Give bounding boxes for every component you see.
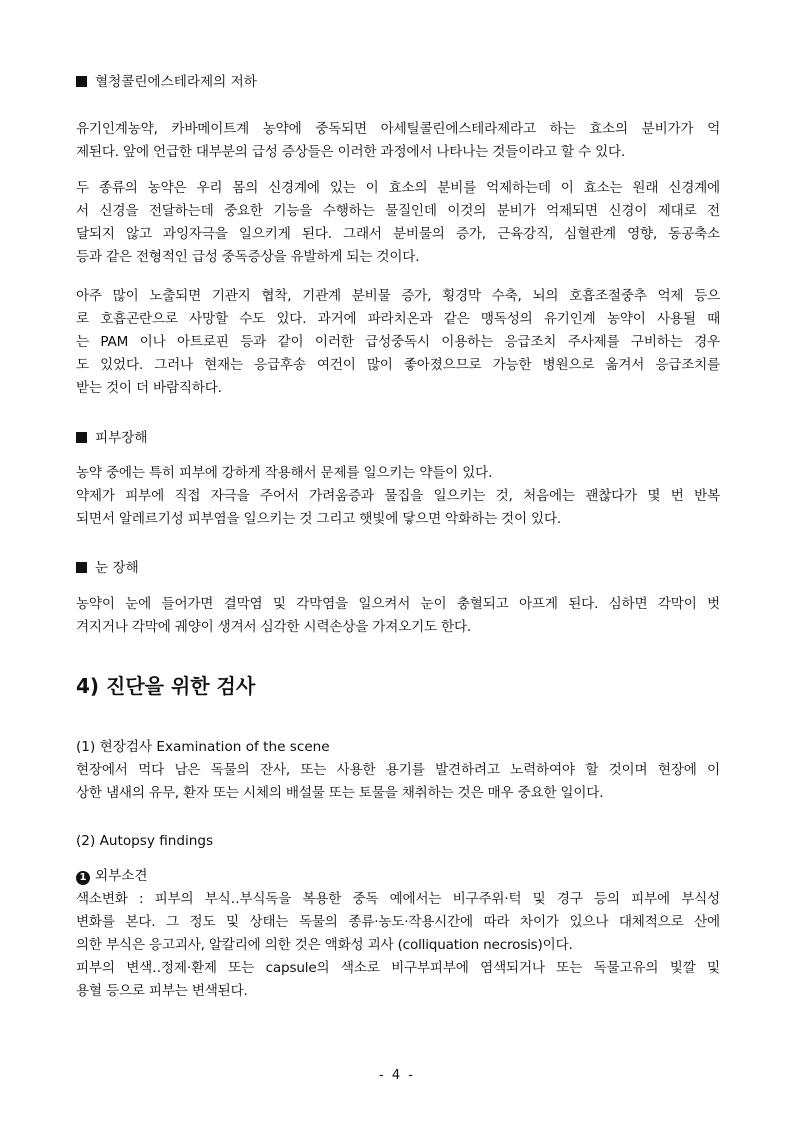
text-line: 의한 부식은 응고괴사, 알칼리에 의한 것은 액화성 괴사 (colliquation necrosis)이다.: [76, 937, 573, 953]
paragraph: [76, 118, 720, 164]
subsection-heading: (2) Autopsy findings: [76, 833, 214, 849]
paragraph: [76, 593, 720, 639]
square-bullet-icon: [76, 562, 87, 573]
text-line: 용혈 등으로 피부는 변색된다.: [76, 983, 248, 999]
section-heading-text: 혈청콜린에스테라제의 저하: [95, 74, 257, 90]
text-line: 변화를 본다. 그 정도 및 상태는 독물의 종류·농도·작용시간에 따라 차이가 있으나 대체적으로 산에: [76, 914, 720, 930]
section-heading-text: 눈 장해: [95, 560, 139, 576]
text-line: 색소변화 : 피부의 부식‥부식독을 복용한 중독 예에서는 비구주위·턱 및 경구 등의 피부에 부식성: [76, 891, 720, 907]
item-heading-text: 외부소견: [95, 868, 148, 884]
text-line: 도 있었다. 그러나 현재는 응급후송 여건이 많이 좋아졌으므로 가능한 병원으로 옮겨서 응급조치를: [76, 357, 720, 373]
text-line: 상한 냄새의 유무, 환자 또는 시체의 배설물 또는 토물을 채취하는 것은 매우 중요한 일이다.: [76, 785, 604, 801]
text-line: 농약 중에는 특히 피부에 강하게 작용해서 문제를 일으키는 약들이 있다.: [76, 465, 493, 481]
chapter-title: [76, 672, 720, 700]
subsection-scene: [76, 736, 720, 805]
circled-number-one-icon: 1: [76, 871, 90, 885]
text-line: 피부의 변색‥정제·환제 또는 capsule의 색소로 비구부피부에 염색되거나 또는 독물고유의 빛깔 및: [76, 960, 720, 976]
text-line: 는 PAM 이나 아트로핀 등과 같이 이러한 급성중독시 이용하는 응급조치 주사제를 구비하는 경우: [76, 334, 720, 350]
autopsy-external-findings: [76, 865, 720, 1003]
subsection-heading: (1) 현장검사 Examination of the scene: [76, 739, 330, 755]
text-line: 로 호흡곤란으로 사망할 수도 있다. 과거에 파라치온과 같은 맹독성의 유기인계 농약이 사용될 때: [76, 311, 720, 327]
text-line: 유기인계농약, 카바메이트계 농약에 중독되면 아세틸콜린에스테라제라고 하는 효소의 분비가가 억: [76, 121, 720, 137]
text-line: 달되지 않고 과잉자극을 일으키게 된다. 그래서 분비물의 증가, 근육강직, 심혈관계 영향, 동공축소: [76, 226, 720, 242]
text-line: 등과 같은 전형적인 급성 중독증상을 유발하게 되는 것이다.: [76, 249, 420, 265]
chapter-title-text: 4) 진단을 위한 검사: [76, 674, 256, 698]
section-heading-text: 피부장해: [95, 430, 148, 446]
square-bullet-icon: [76, 432, 87, 443]
text-line: 농약이 눈에 들어가면 결막염 및 각막염을 일으켜서 눈이 충혈되고 아프게 된다. 심하면 각막이 벗: [76, 596, 720, 612]
paragraph: [76, 462, 720, 531]
text-line: 되면서 알레르기성 피부염을 일으키는 것 그리고 햇빛에 닿으면 악화하는 것이 있다.: [76, 511, 562, 527]
text-line: 받는 것이 더 바람직하다.: [76, 380, 222, 396]
paragraph: [76, 285, 720, 400]
page-number: - 4 -: [379, 1068, 415, 1083]
text-line: 아주 많이 노출되면 기관지 협착, 기관계 분비물 증가, 횡경막 수축, 뇌의 호흡조절중추 억제 등으: [76, 288, 720, 304]
square-bullet-icon: [76, 76, 87, 87]
text-line: 두 종류의 농약은 우리 몸의 신경계에 있는 이 효소의 분비를 억제하는데 이 효소는 원래 신경계에: [76, 180, 720, 196]
text-line: 서 신경을 전달하는데 중요한 기능을 수행하는 물질인데 이것의 분비가 억제되면 신경이 제대로 전: [76, 203, 720, 219]
text-line: 제된다. 앞에 언급한 대부분의 급성 증상들은 이러한 과정에서 나타나는 것들이라고 할 수 있다.: [76, 144, 626, 160]
paragraph: [76, 177, 720, 269]
section-heading-cholinesterase: [76, 71, 720, 94]
text-line: 현장에서 먹다 남은 독물의 잔사, 또는 사용한 용기를 발견하려고 노력하여야 할 것이며 현장에 이: [76, 762, 720, 778]
section-heading-eye: [76, 557, 720, 580]
section-heading-skin: [76, 427, 720, 450]
text-line: 약제가 피부에 직접 자극을 주어서 가려움증과 물집을 일으키는 것, 처음에는 괜찮다가 몇 번 반복: [76, 488, 720, 504]
text-line: 겨지거나 각막에 궤양이 생겨서 심각한 시력손상을 가져오기도 한다.: [76, 619, 472, 635]
subsection-autopsy: [76, 830, 720, 853]
